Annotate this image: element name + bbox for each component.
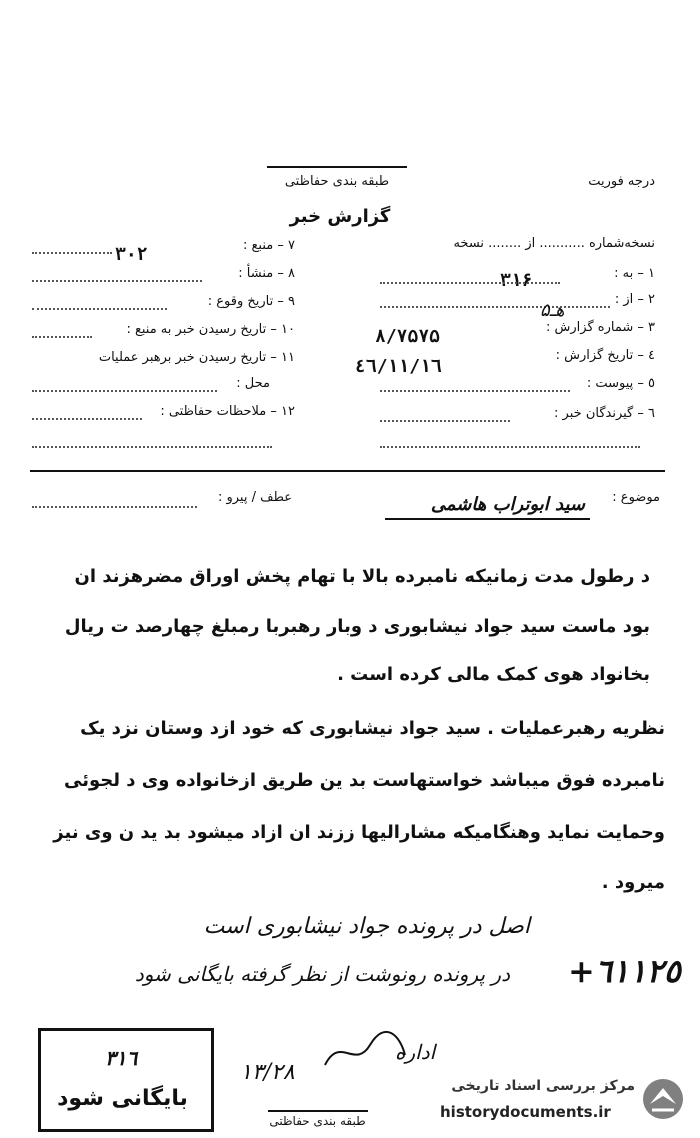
body-line-4: نظریه رهبرعملیات . سید جواد نیشابوری که خود ازد وستان نزد یک (80, 718, 665, 739)
field-security-notes-dots (32, 408, 142, 420)
archive-logo-icon (640, 1076, 686, 1122)
copy-number-field: نسخه‌شماره ........... از ........ نسخه (453, 236, 655, 251)
field-report-date-label: ٤ – تاریخ گزارش : (555, 348, 655, 363)
body-line-1: د رطول مدت زمانیکه نامبرده بالا با تهام پخش اوراق مضرهزند ان (74, 566, 650, 587)
field-from-dots (380, 296, 610, 308)
handwritten-number: +٦١١٢٥ (568, 952, 681, 990)
urgency-label: درجه فوریت (588, 174, 655, 189)
reference-label: عطف / پیرو : (217, 490, 292, 505)
watermark-title: مرکز بررسی اسناد تاریخی (451, 1078, 635, 1094)
watermark-url: historydocuments.ir (440, 1103, 611, 1121)
field-attachment-label: ٥ – پیوست : (586, 376, 655, 391)
field-location-label: محل : (236, 376, 270, 391)
header-divider (30, 470, 665, 472)
report-number-note: ۵هـ (540, 300, 565, 321)
field-origin-label: ۸ – منشأ : (238, 266, 295, 281)
field-source-label: ۷ – منبع : (243, 238, 295, 253)
field-attachment-dots (380, 380, 570, 392)
classification-top: طبقه بندی حفاظتی (284, 174, 390, 189)
field-recipients-dots-2 (380, 436, 640, 448)
field-source-receipt-dots (32, 326, 92, 338)
archive-stamp (38, 1028, 214, 1132)
field-ops-receipt-label: ۱۱ – تاریخ رسیدن خبر برهبر عملیات (98, 350, 295, 365)
body-line-3: بخانواد هوی کمک مالی کرده است . (337, 664, 650, 685)
field-source-dots (32, 242, 112, 254)
handwritten-note-2: در پرونده رونوشت از نظر گرفته بایگانی شود (134, 962, 510, 986)
field-report-date-value: ٤٦/۱۱/۱٦ (355, 356, 442, 377)
field-security-notes-label: ۱۲ – ملاحظات حفاظتی : (160, 404, 295, 419)
handwritten-signature: اداره (395, 1040, 436, 1064)
handwritten-note-1: اصل در پرونده جواد نیشابوری است (203, 914, 530, 939)
body-line-6: وحمایت نماید وهنگامیکه مشارالیها ززند ان ازاد میشود بد ید ن وی نیز (53, 822, 665, 843)
field-source-receipt-label: ۱۰ – تاریخ رسیدن خبر به منبع : (126, 322, 295, 337)
body-line-7: میرود . (601, 872, 665, 893)
subject-underline (385, 518, 590, 520)
field-location-dots (32, 380, 217, 392)
field-report-number-value: ۸/۷۵۷۵ (375, 326, 441, 347)
field-report-number-label: ۳ – شماره گزارش : (546, 320, 655, 335)
field-event-date-label: ۹ – تاریخ وقوع : (207, 294, 295, 309)
field-source-value: ۳۰۲ (115, 244, 148, 265)
field-to-label: ۱ – به : (614, 266, 655, 281)
field-event-date-dots (32, 298, 167, 310)
field-recipients-dots (380, 410, 510, 422)
signature-scribble (320, 1025, 410, 1075)
field-to-value: ۳۱۶ (500, 270, 533, 291)
field-origin-dots (32, 270, 202, 282)
reference-dots (32, 496, 197, 508)
body-line-2: بود ماست سید جواد نیشابوری د وبار رهبربا رمبلغ چهارصد ت ریال (64, 616, 650, 637)
report-title: گزارش خبر (289, 206, 391, 227)
field-recipients-label: ٦ – گیرندگان خبر : (554, 406, 655, 421)
subject-label: موضوع : (612, 490, 660, 505)
field-to-dots (380, 272, 560, 284)
stamp-text: بایگانی شود (57, 1086, 188, 1111)
handwritten-date: ۱۳/۲۸ (240, 1060, 295, 1085)
subject-value: سید ابوتراب هاشمی (430, 494, 585, 515)
stamp-number: ۳۱٦ (105, 1046, 138, 1070)
field-from-label: ۲ – از : (614, 292, 655, 307)
classification-bottom: طبقه بندی حفاظتی (269, 1114, 366, 1128)
field-security-notes-dots-2 (32, 436, 272, 448)
body-line-5: نامبرده فوق میباشد خواستهاست بد ین طریق ازخانواده وی د لجوئی (64, 770, 665, 791)
